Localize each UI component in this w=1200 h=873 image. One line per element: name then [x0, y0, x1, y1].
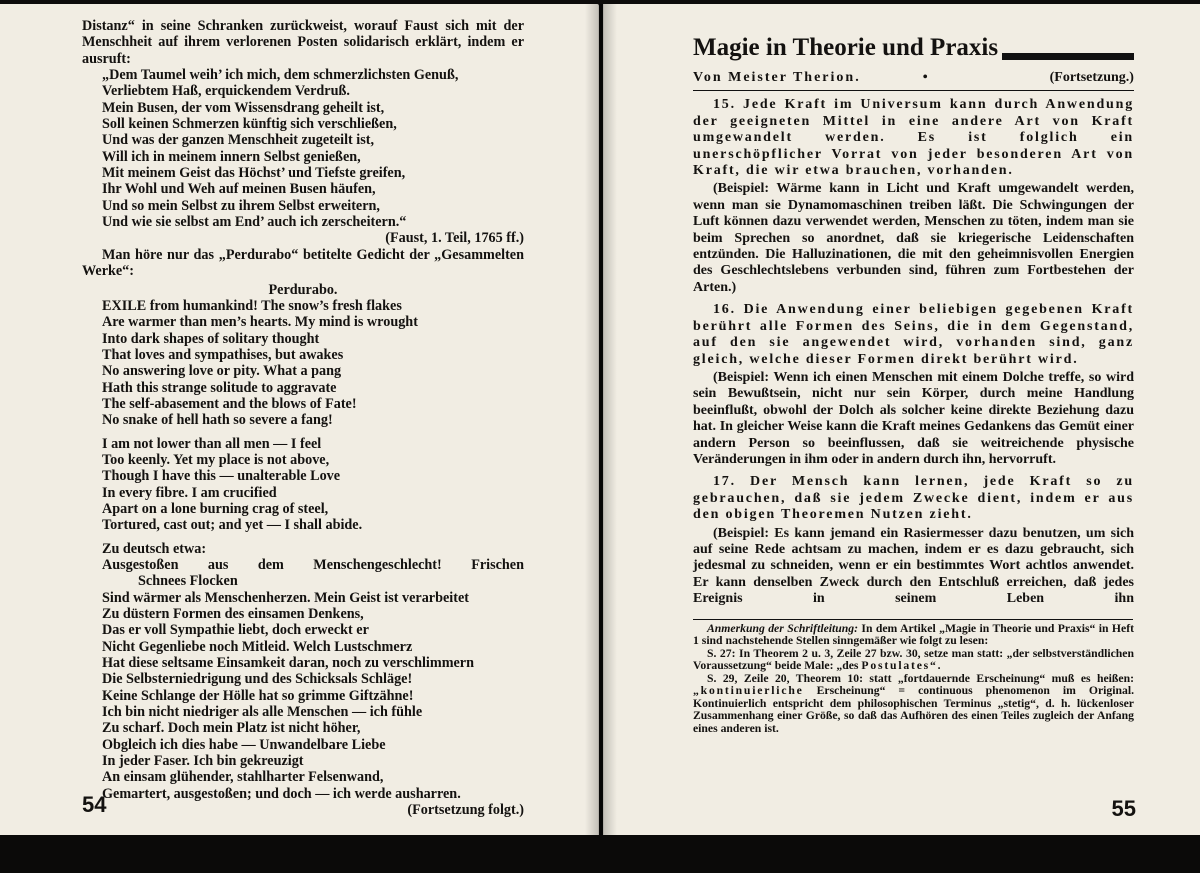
poem-line: No snake of hell hath so severe a fang! — [102, 412, 333, 429]
faust-verse-line: Und was der ganzen Menschheit zugeteilt ist, — [102, 132, 375, 149]
poem-stanza-2 — [82, 436, 524, 534]
poem-stanza-1 — [82, 298, 524, 429]
left-text-column — [82, 18, 524, 819]
right-text-column — [693, 34, 1134, 735]
translation-line: Ich bin nicht niedriger als alle Menschen — ich fühle — [102, 704, 423, 721]
poem-line: In every fibre. I am crucified — [102, 484, 277, 501]
translation-line: Zu scharf. Doch mein Platz ist nicht höher, — [102, 720, 361, 737]
continuation-marker: (Fortsetzung.) — [1049, 70, 1134, 85]
theorem-17: 17. Der Mensch kann lernen, jede Kraft so zu gebrauchen, daß sie jedem Zwecke dient, indem er aus den obigen Theoremen Nutzen zieht. — [693, 474, 1134, 523]
author-name: Von Meister Therion. — [693, 70, 861, 85]
translation-first-line-cont: Schnees Flocken — [138, 573, 238, 590]
right-page — [603, 4, 1200, 835]
poem-line: I am not lower than all men — I feel — [102, 435, 322, 452]
faust-verse-line: Verliebtem Haß, erquickendem Verdruß. — [102, 83, 350, 100]
poem-line: Are warmer than men’s hearts. My mind is wrought — [102, 314, 418, 331]
poem-line: Too keenly. Yet my place is not above, — [102, 451, 330, 468]
title-rule — [1002, 53, 1134, 60]
faust-verse-line: Und wie sie selbst am End’ auch ich zerscheitern.“ — [102, 214, 407, 231]
paragraph-faust-intro: Distanz“ in seine Schranken zurückweist, worauf Faust sich mit der Menschheit auf ihrem verlorenen Posten solidarisch erklärt, indem er ausruft: — [82, 18, 524, 67]
footnote-s27: S. 27: In Theorem 2 u. 3, Zeile 27 bzw. 30, setze man statt: „der selbstverständlichen Voraussetzung“ beide Male: „des Postulates“. — [693, 646, 1134, 673]
page-number-right: 55 — [1111, 796, 1136, 821]
example-16: (Beispiel: Wenn ich einen Menschen mit einem Dolche treffe, so wird sein Bewußtsein, nicht nur sein Körper, durch meine Handlung beeinflußt, obwohl der Dolch als solcher keine direkte Beziehung dazu hat. In gleicher Weise kann die Kraft meines Gedankens das Gemüt einer andern Person so beeinflussen, daß sie weitreichende physische Veränderungen in ihm oder in andern durch ihn, hervorruft. — [693, 369, 1134, 467]
translation-line: Keine Schlange der Hölle hat so grimme Giftzähne! — [102, 687, 414, 704]
poem-line: Apart on a lone burning crag of steel, — [102, 500, 329, 517]
translation-first-line: Ausgestoßen aus dem Menschengeschlecht! Frischen — [102, 557, 524, 573]
translation-intro: Zu deutsch etwa: — [102, 540, 207, 557]
scan-bottom-edge — [0, 835, 1200, 873]
translation-line: Die Selbsterniedrigung und des Schicksals Schläge! — [102, 671, 413, 688]
poem-line: Into dark shapes of solitary thought — [102, 330, 320, 347]
translation-line: Hat diese seltsame Einsamkeit daran, noch zu verschlimmern — [102, 655, 474, 672]
theorem-15: 15. Jede Kraft im Universum kann durch Anwendung der geeigneten Mittel in eine andere Art von Kraft umgewandelt werden. Es ist folglich ein unerschöpflicher Vorrat von jeder besonderen Art von Kraft, die wir etwa brauchen, vorhanden. — [693, 97, 1134, 179]
footnote — [693, 623, 1134, 736]
poem-title: Perdurabo. — [268, 281, 338, 298]
translation-line: Sind wärmer als Menschenherzen. Mein Geist ist verarbeitet — [102, 589, 469, 606]
example-15: (Beispiel: Wärme kann in Licht und Kraft umgewandelt werden, wenn man sie Dynamomaschinen treiben läßt. Die Schwingungen der Luft können dazu verwendet werden, Menschen zu töten, indem man sie beim Sprechen so anordnet, daß sie kriegerische Leidenschaften entzünden. Die Halluzinationen, die mit den geheimnisvollen Energien des Geschlechtslebens verbunden sind, führen zum Fortbestehen der Arten.) — [693, 181, 1134, 295]
author-line — [693, 70, 1134, 91]
faust-verse-line: „Dem Taumel weih’ ich mich, dem schmerzlichsten Genuß, — [102, 67, 459, 84]
continuation-note: (Fortsetzung folgt.) — [407, 802, 524, 819]
faust-verse-line: Mit meinem Geist das Höchst’ und Tiefste greifen, — [102, 165, 406, 182]
article-title-text: Magie in Theorie und Praxis — [693, 34, 999, 61]
paragraph-perdurabo-intro: Man höre nur das „Perdurabo“ betitelte Gedicht der „Gesammelten Werke“: — [82, 246, 524, 280]
left-page — [0, 4, 599, 835]
faust-verse-line: Ihr Wohl und Weh auf meinen Busen häufen, — [102, 181, 376, 198]
faust-verse-line: Mein Busen, der vom Wissensdrang geheilt ist, — [102, 99, 385, 116]
translation-line: An einsam glühender, stahlharter Felsenwand, — [102, 769, 384, 786]
example-17: (Beispiel: Es kann jemand ein Rasiermesser dazu benutzen, um sich auf seine Rede achtsam zu machen, indem er es dazu gebraucht, sich jedesmal zu schneiden, wenn er ein bestimmtes Wort achtlos anwendet. Er kann denselben Zweck durch den Entschluß erreichen, daß jedes Ereignis in seinem Leben ihn — [693, 525, 1134, 607]
translation-line: Gemartert, ausgestoßen; und doch — ich werde ausharren. — [102, 785, 461, 802]
footnote-intro: Anmerkung der Schriftleitung: In dem Artikel „Magie in Theorie und Praxis“ in Heft 1 sind nachstehende Stellen sinngemäßer wie folgt zu lesen: — [693, 621, 1134, 648]
poem-line: The self-abasement and the blows of Fate! — [102, 395, 357, 412]
translation-line: Das er voll Sympathie liebt, doch erweckt er — [102, 622, 369, 639]
footnote-separator — [693, 619, 1133, 620]
translation-line: Obgleich ich dies habe — Unwandelbare Liebe — [102, 736, 386, 753]
translation-line: Zu düstern Formen des einsamen Denkens, — [102, 606, 364, 623]
article-title — [693, 34, 1134, 62]
author-bullet: • — [922, 70, 928, 85]
faust-verse-line: Soll keinen Schmerzen künftig sich verschließen, — [102, 116, 397, 133]
footnote-s29: S. 29, Zeile 20, Theorem 10: statt „fortdauernde Erscheinung“ muß es heißen: „kontinuierliche Erscheinung“ = continuous phenomenon im Original. Kontinuierlich entspricht dem philosophischen Terminus „stetig“, d. h. lückenloser Zusammenhang einer Größe, so daß das Aufhören des einen Teiles zugleich der Anfang eines anderen ist. — [693, 671, 1134, 735]
faust-verse-line: Will ich in meinem innern Selbst genießen, — [102, 148, 361, 165]
faust-citation: (Faust, 1. Teil, 1765 ff.) — [385, 230, 524, 247]
faust-verse — [82, 67, 524, 230]
page-number-left: 54 — [82, 792, 107, 817]
poem-line: Though I have this — unalterable Love — [102, 468, 341, 485]
poem-line: Tortured, cast out; and yet — I shall abide. — [102, 517, 363, 534]
faust-verse-line: Und so mein Selbst zu ihrem Selbst erweitern, — [102, 197, 380, 214]
translation-verse — [82, 557, 524, 802]
poem-line: No answering love or pity. What a pang — [102, 363, 342, 380]
poem-line: That loves and sympathises, but awakes — [102, 346, 344, 363]
theorem-16: 16. Die Anwendung einer beliebigen gegebenen Kraft berührt alle Formen des Seins, die in dem Gegenstand, auf den sie angewendet wird, vorhanden sind, ganz gleich, welche dieser Formen direkt berührt wird. — [693, 302, 1134, 367]
translation-line: In jeder Faser. Ich bin gekreuzigt — [102, 753, 304, 770]
poem-line: EXILE from humankind! The snow’s fresh flakes — [102, 297, 402, 314]
poem-line: Hath this strange solitude to aggravate — [102, 379, 337, 396]
translation-line: Nicht Gegenliebe noch Mitleid. Welch Lustschmerz — [102, 638, 413, 655]
footnote-label: Anmerkung der Schriftleitung: — [707, 621, 858, 635]
